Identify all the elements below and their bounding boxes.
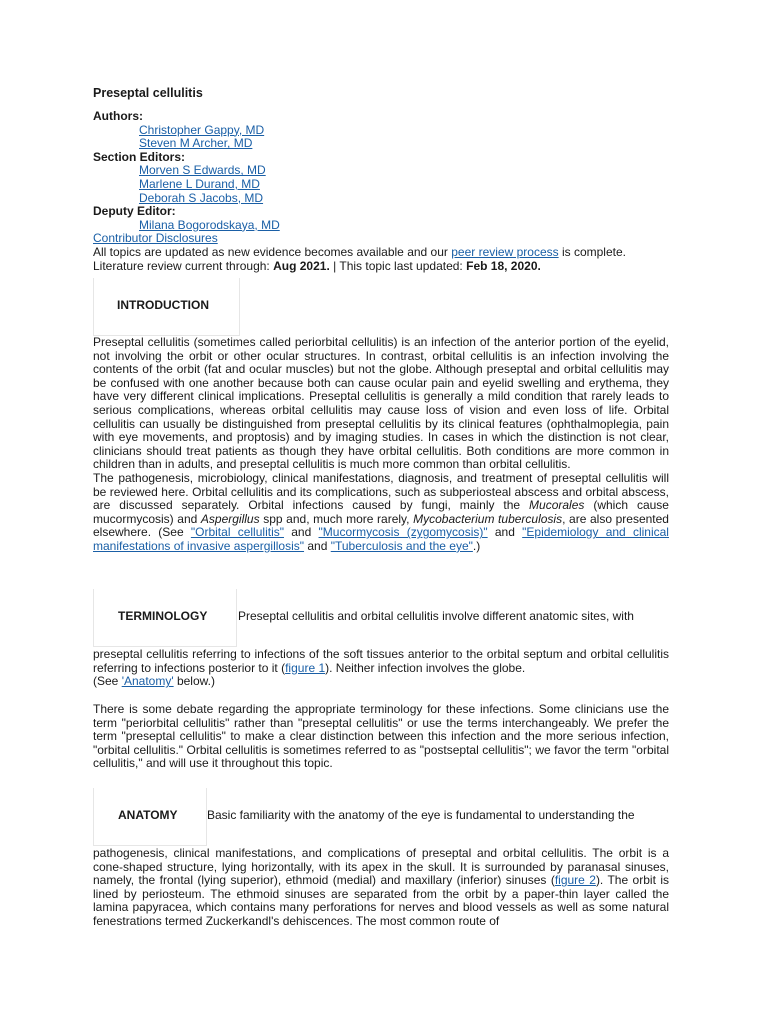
deputy-editor-label: Deputy Editor:: [93, 204, 176, 219]
section-editor-link[interactable]: Marlene L Durand, MD: [139, 176, 260, 191]
section-editor-link[interactable]: Deborah S Jacobs, MD: [139, 190, 264, 205]
terminology-inline-text: Preseptal cellulitis and orbital cellulitis involve different anatomic sites, with: [238, 609, 634, 623]
introduction-body: [93, 336, 669, 554]
anatomy-paragraph-1: pathogenesis, clinical manifestations, and complications of preseptal and orbital cellulitis. The orbit is a cone-shaped structure, lying horizontally, with its apex in the skull. It is surrounded by paranasal sinuses, namely, the frontal (lying superior), ethmoid (medial) and maxillary (inferior) sinuses (figure 2). The orbit is lined by periosteum. The ethmoid sinuses are separated from the orbit by a paper-thin layer called the lamina papyracea, which contains many perforations for nerves and blood vessels as well as some natural fenestrations termed Zuckerkandl's dehiscences. The most common route of: [93, 846, 669, 928]
section-heading-anatomy: ANATOMY: [93, 788, 207, 846]
anatomy-inline-text: Basic familiarity with the anatomy of the eye is fundamental to understanding the: [207, 808, 635, 822]
section-heading-terminology: TERMINOLOGY: [93, 589, 237, 647]
intro-paragraph-2: The pathogenesis, microbiology, clinical manifestations, diagnosis, and treatment of preseptal cellulitis will be reviewed here. Orbital cellulitis and its complications, such as subperiosteal abscess and orbital abscess, are discussed separately. Orbital infections caused by fungi, mainly the Mucorales (which cause mucormycosis) and Aspergillus spp and, much more rarely, Mycobacterium tuberculosis, are also presented elsewhere. (See "Orbital cellulitis" and "Mucormycosis (zygomycosis)" and "Epidemiology and clinical manifestations of invasive aspergillosis" and "Tuberculosis and the eye".): [93, 470, 669, 553]
last-updated-date: Feb 18, 2020.: [466, 258, 541, 273]
topic-metadata: [93, 110, 683, 273]
link-aspergillosis[interactable]: "Epidemiology and clinical manifestations of invasive aspergillosis": [93, 525, 669, 553]
author-link[interactable]: Steven M Archer, MD: [139, 136, 253, 151]
terminology-paragraph-1: preseptal cellulitis referring to infections of the soft tissues anterior to the orbital septum and orbital cellulitis referring to infections posterior to it (figure 1). Neither infection involves the globe. (See 'Anatomy' below.): [93, 647, 669, 689]
deputy-editor-link[interactable]: Milana Bogorodskaya, MD: [139, 217, 280, 232]
review-dates: Literature review current through: Aug 2021. | This topic last updated: Feb 18, 2020.: [93, 258, 541, 273]
link-anatomy[interactable]: 'Anatomy': [121, 674, 174, 689]
section-editor-link[interactable]: Morven S Edwards, MD: [139, 163, 266, 178]
intro-paragraph-1: Preseptal cellulitis (sometimes called periorbital cellulitis) is an infection of the anterior portion of the eyelid, not involving the orbit or other ocular structures. In contrast, orbital cellulitis is an infection involving the contents of the orbit (fat and ocular muscles) but not the globe. Although preseptal and orbital cellulitis may be confused with one another because both can cause ocular pain and eyelid swelling and erythema, they have very different clinical implications. Preseptal cellulitis is generally a mild condition that rarely leads to serious complications, whereas orbital cellulitis may cause loss of vision and even loss of life. Orbital cellulitis can usually be distinguished from preseptal cellulitis by its clinical features (ophthalmoplegia, pain with eye movements, and proptosis) and by imaging studies. In cases in which the distinction is not clear, clinicians should treat patients as though they have orbital cellulitis. Both conditions are more common in children than in adults, and preseptal cellulitis is much more common than orbital cellulitis.: [93, 335, 669, 472]
section-editors-label: Section Editors:: [93, 149, 186, 164]
link-tuberculosis-eye[interactable]: "Tuberculosis and the eye": [330, 538, 473, 553]
author-link[interactable]: Christopher Gappy, MD: [139, 122, 265, 137]
link-orbital-cellulitis[interactable]: "Orbital cellulitis": [190, 525, 284, 540]
peer-review-link[interactable]: peer review process: [451, 244, 559, 259]
anatomy-section: [93, 788, 683, 846]
section-heading-introduction: INTRODUCTION: [93, 278, 240, 336]
lit-review-date: Aug 2021.: [273, 258, 330, 273]
page-title: Preseptal cellulitis: [93, 86, 203, 100]
link-figure-2[interactable]: figure 2: [554, 873, 596, 888]
terminology-section: [93, 589, 683, 647]
link-mucormycosis[interactable]: "Mucormycosis (zygomycosis)": [318, 525, 488, 540]
terminology-paragraph-2: There is some debate regarding the appropriate terminology for these infections. Some clinicians use the term "periorbital cellulitis" rather than "preseptal cellulitis" or use the terms interchangeably. We prefer the term "preseptal cellulitis" to make a clear distinction between this infection and the more serious infection, "orbital cellulitis." Orbital cellulitis is sometimes referred to as "postseptal cellulitis"; we favor the term "orbital cellulitis," and will use it throughout this topic.: [93, 702, 669, 771]
authors-label: Authors:: [93, 109, 143, 123]
link-figure-1[interactable]: figure 1: [285, 660, 326, 675]
update-notice: All topics are updated as new evidence becomes available and our peer review process is complete.: [93, 244, 626, 259]
contributor-disclosures-link[interactable]: Contributor Disclosures: [93, 231, 218, 246]
